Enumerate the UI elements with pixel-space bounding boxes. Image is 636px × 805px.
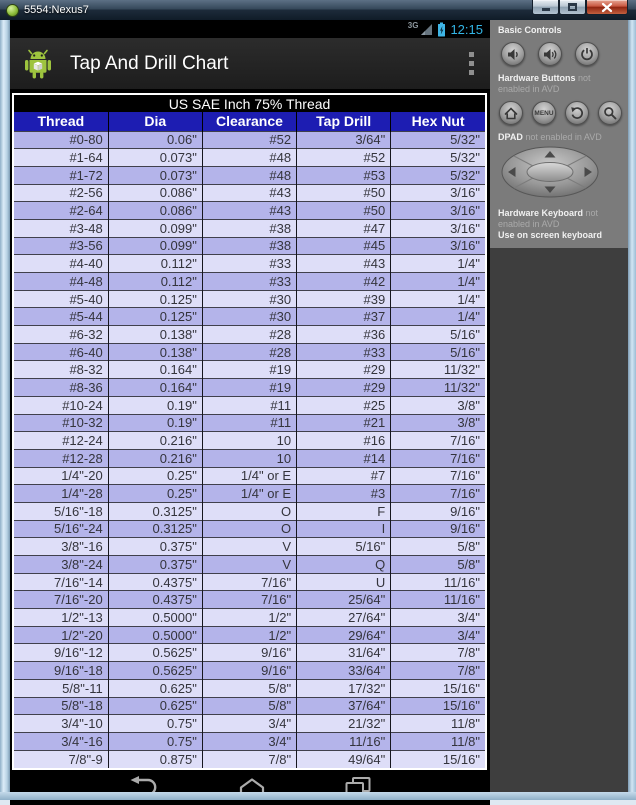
table-cell: #11 [202, 396, 296, 414]
table-cell: 0.875" [108, 750, 202, 768]
table-cell: #6-40 [14, 343, 108, 361]
hw-back-button[interactable] [565, 101, 589, 125]
table-cell: 17/32" [297, 679, 391, 697]
table-cell: 5/8"-11 [14, 679, 108, 697]
table-cell: 3/4" [202, 732, 296, 750]
table-cell: 9/16" [391, 520, 485, 538]
table-cell: #2-64 [14, 202, 108, 220]
table-row [14, 379, 485, 397]
table-cell: #21 [297, 414, 391, 432]
table-cell: 5/16"-18 [14, 502, 108, 520]
table-cell: V [202, 538, 296, 556]
column-header-dia: Dia [108, 112, 202, 131]
table-cell: #5-44 [14, 308, 108, 326]
table-cell: 0.086" [108, 184, 202, 202]
table-cell: 0.4375" [108, 573, 202, 591]
table-cell: #7 [297, 467, 391, 485]
table-cell: 0.4375" [108, 591, 202, 609]
table-cell: 7/16" [202, 591, 296, 609]
table-row [14, 679, 485, 697]
table-cell: 1/4" or E [202, 467, 296, 485]
table-cell: #14 [297, 449, 391, 467]
power-icon [580, 47, 594, 61]
table-cell: 11/8" [391, 715, 485, 733]
table-cell: F [297, 502, 391, 520]
table-cell: 7/16" [391, 485, 485, 503]
emulator-control-panel [490, 20, 628, 792]
overflow-dot [469, 52, 474, 57]
table-cell: 3/4" [391, 626, 485, 644]
table-cell: 9/16"-12 [14, 644, 108, 662]
table-row [14, 343, 485, 361]
table-row [14, 538, 485, 556]
table-cell: 5/32" [391, 131, 485, 149]
table-cell: #5-40 [14, 290, 108, 308]
table-cell: 0.112" [108, 255, 202, 273]
table-cell: 10 [202, 432, 296, 450]
table-row [14, 308, 485, 326]
table-cell: 3/16" [391, 202, 485, 220]
control-panel-top [490, 20, 628, 248]
table-cell: #36 [297, 326, 391, 344]
table-scroll-area[interactable] [10, 90, 490, 770]
table-cell: 0.3125" [108, 502, 202, 520]
close-button[interactable] [586, 0, 628, 15]
table-cell: 0.125" [108, 308, 202, 326]
table-row [14, 556, 485, 574]
control-panel-empty-area [490, 248, 628, 792]
volume-down-button[interactable] [501, 42, 525, 66]
hardware-keyboard-label: Hardware Keyboard not enabled in AVD [498, 208, 599, 229]
table-cell: 0.099" [108, 219, 202, 237]
minimize-button[interactable] [532, 0, 559, 15]
table-row [14, 432, 485, 450]
table-cell: #42 [297, 273, 391, 291]
table-cell: 5/16"-24 [14, 520, 108, 538]
table-row [14, 449, 485, 467]
table-cell: 3/8"-24 [14, 556, 108, 574]
table-cell: 11/8" [391, 732, 485, 750]
table-cell: 1/4" [391, 255, 485, 273]
table-cell: #0-80 [14, 131, 108, 149]
maximize-button[interactable] [559, 0, 586, 15]
table-cell: #48 [202, 166, 296, 184]
table-cell: 7/16" [391, 432, 485, 450]
table-cell: 3/4"-10 [14, 715, 108, 733]
table-cell: #43 [202, 184, 296, 202]
table-cell: #1-72 [14, 166, 108, 184]
table-cell: 49/64" [297, 750, 391, 768]
table-cell: 0.75" [108, 732, 202, 750]
table-row [14, 626, 485, 644]
minimize-icon [542, 8, 550, 11]
table-cell: 11/16" [391, 573, 485, 591]
table-cell: 0.138" [108, 343, 202, 361]
table-cell: 1/4"-20 [14, 467, 108, 485]
table-cell: #19 [202, 379, 296, 397]
table-row [14, 237, 485, 255]
table-row [14, 361, 485, 379]
table-cell: 0.625" [108, 679, 202, 697]
table-cell: #16 [297, 432, 391, 450]
network-type-label: 3G [407, 21, 419, 30]
table-cell: 5/8"-18 [14, 697, 108, 715]
table-row [14, 573, 485, 591]
table-cell: 0.3125" [108, 520, 202, 538]
table-cell: #3-48 [14, 219, 108, 237]
table-row [14, 662, 485, 680]
table-cell: 15/16" [391, 750, 485, 768]
table-row [14, 255, 485, 273]
table-row [14, 290, 485, 308]
table-row [14, 697, 485, 715]
table-row [14, 184, 485, 202]
table-cell: 0.086" [108, 202, 202, 220]
hw-menu-button[interactable] [532, 101, 556, 125]
dpad-label: DPAD not enabled in AVD [498, 132, 602, 142]
action-bar [10, 38, 490, 90]
table-cell: 5/8" [202, 697, 296, 715]
table-cell: 37/64" [297, 697, 391, 715]
table-cell: 1/2" [202, 626, 296, 644]
clock: 12:15 [450, 21, 483, 37]
volume-down-icon [506, 48, 520, 61]
table-cell: 5/8" [202, 679, 296, 697]
emulator-window-icon [6, 4, 19, 17]
table-cell: 7/8" [391, 662, 485, 680]
table-cell: 0.19" [108, 396, 202, 414]
table-cell: 0.5000" [108, 609, 202, 627]
table-cell: #19 [202, 361, 296, 379]
table-cell: 3/16" [391, 219, 485, 237]
table-cell: 0.164" [108, 361, 202, 379]
table-cell: 7/16" [391, 467, 485, 485]
window-left-border [0, 20, 10, 792]
table-cell: 7/8" [202, 750, 296, 768]
table-row [14, 202, 485, 220]
table-cell: 0.164" [108, 379, 202, 397]
window-right-border [628, 20, 636, 792]
table-cell: 0.216" [108, 449, 202, 467]
table-cell: 1/4" or E [202, 485, 296, 503]
table-cell: U [297, 573, 391, 591]
table-cell: 0.073" [108, 166, 202, 184]
table-cell: 5/32" [391, 149, 485, 167]
table-cell: 0.073" [108, 149, 202, 167]
table-cell: #29 [297, 361, 391, 379]
table-row [14, 273, 485, 291]
table-row [14, 715, 485, 733]
basic-controls-label: Basic Controls [498, 25, 562, 35]
hw-search-button[interactable] [598, 101, 622, 125]
table-cell: #39 [297, 290, 391, 308]
hw-home-icon [504, 107, 518, 120]
table-cell: 0.25" [108, 467, 202, 485]
table-cell: 0.125" [108, 290, 202, 308]
table-cell: 3/8"-16 [14, 538, 108, 556]
table-cell: 0.375" [108, 538, 202, 556]
table-cell: 1/4" [391, 308, 485, 326]
table-cell: 0.25" [108, 485, 202, 503]
table-cell: #38 [202, 237, 296, 255]
table-cell: 29/64" [297, 626, 391, 644]
table-cell: 0.19" [108, 414, 202, 432]
table-row [14, 166, 485, 184]
table-cell: #12-24 [14, 432, 108, 450]
table-cell: 7/16" [202, 573, 296, 591]
table-cell: 5/8" [391, 538, 485, 556]
table-cell: O [202, 502, 296, 520]
hw-back-icon [570, 106, 584, 120]
app-title: Tap And Drill Chart [70, 52, 229, 74]
close-icon [602, 3, 612, 12]
column-header-thread: Thread [14, 112, 108, 131]
table-cell: #2-56 [14, 184, 108, 202]
table-cell: 7/16"-14 [14, 573, 108, 591]
table-cell: 11/32" [391, 361, 485, 379]
table-row [14, 485, 485, 503]
table-cell: 5/8" [391, 556, 485, 574]
table-cell: 21/32" [297, 715, 391, 733]
table-cell: 3/16" [391, 237, 485, 255]
table-cell: 3/4" [202, 715, 296, 733]
overflow-dot [469, 61, 474, 66]
window-titlebar[interactable] [0, 0, 636, 20]
table-cell: #33 [297, 343, 391, 361]
window-title: 5554:Nexus7 [24, 4, 89, 16]
table-cell: #29 [297, 379, 391, 397]
table-cell: #6-32 [14, 326, 108, 344]
table-cell: 0.06" [108, 131, 202, 149]
table-cell: #10-24 [14, 396, 108, 414]
table-cell: #10-32 [14, 414, 108, 432]
table-row [14, 414, 485, 432]
table-cell: #3-56 [14, 237, 108, 255]
table-cell: #33 [202, 255, 296, 273]
table-row [14, 396, 485, 414]
table-cell: #3 [297, 485, 391, 503]
table-cell: #28 [202, 326, 296, 344]
power-button[interactable] [575, 42, 599, 66]
table-row [14, 467, 485, 485]
table-cell: 9/16" [391, 502, 485, 520]
table-cell: 11/16" [391, 591, 485, 609]
table-cell: #43 [297, 255, 391, 273]
table-cell: #50 [297, 184, 391, 202]
table-cell: O [202, 520, 296, 538]
table-cell: #4-40 [14, 255, 108, 273]
column-header-hex-nut: Hex Nut [391, 112, 485, 131]
table-cell: 1/4"-28 [14, 485, 108, 503]
table-cell: 9/16" [202, 662, 296, 680]
table-cell: #30 [202, 308, 296, 326]
table-cell: 33/64" [297, 662, 391, 680]
table-cell: #38 [202, 219, 296, 237]
keyboard-hint-label: Use on screen keyboard [498, 230, 603, 240]
table-cell: 0.216" [108, 432, 202, 450]
table-cell: 1/4" [391, 273, 485, 291]
overflow-dot [469, 70, 474, 75]
table-cell: #50 [297, 202, 391, 220]
overflow-menu-button[interactable] [463, 44, 480, 83]
table-cell: 7/16" [391, 449, 485, 467]
table-cell: 5/16" [391, 326, 485, 344]
table-cell: I [297, 520, 391, 538]
volume-up-button[interactable] [538, 42, 562, 66]
app-icon [20, 46, 56, 82]
table-cell: 0.5625" [108, 662, 202, 680]
table-row [14, 732, 485, 750]
table-row [14, 219, 485, 237]
table-cell: 3/4" [391, 609, 485, 627]
column-header-clearance: Clearance [202, 112, 296, 131]
dpad-control[interactable] [500, 146, 624, 203]
window-bottom-border [0, 792, 636, 800]
table-row [14, 149, 485, 167]
dpad-icon [500, 146, 600, 198]
table-cell: 1/2"-20 [14, 626, 108, 644]
table-cell: 9/16"-18 [14, 662, 108, 680]
table-cell: #52 [202, 131, 296, 149]
drill-chart-table [12, 93, 487, 770]
table-cell: 25/64" [297, 591, 391, 609]
table-cell: 5/32" [391, 166, 485, 184]
table-cell: #43 [202, 202, 296, 220]
table-cell: 7/16"-20 [14, 591, 108, 609]
table-cell: #53 [297, 166, 391, 184]
table-cell: 1/4" [391, 290, 485, 308]
table-cell: 7/8"-9 [14, 750, 108, 768]
table-cell: 3/4"-16 [14, 732, 108, 750]
table-cell: #48 [202, 149, 296, 167]
table-cell: V [202, 556, 296, 574]
table-cell: 0.375" [108, 556, 202, 574]
column-header-tap-drill: Tap Drill [297, 112, 391, 131]
table-cell: #8-32 [14, 361, 108, 379]
table-cell: 15/16" [391, 679, 485, 697]
table-cell: 7/8" [391, 644, 485, 662]
table-cell: #47 [297, 219, 391, 237]
table-row [14, 502, 485, 520]
table-cell: 3/8" [391, 396, 485, 414]
table-row [14, 750, 485, 768]
table-cell: 0.138" [108, 326, 202, 344]
table-cell: 27/64" [297, 609, 391, 627]
table-cell: 10 [202, 449, 296, 467]
battery-charging-icon [437, 22, 446, 37]
drill-table-body [14, 131, 485, 768]
hardware-buttons-label: Hardware Buttons not enabled in AVD [498, 73, 591, 94]
table-row [14, 131, 485, 149]
table-cell: 0.625" [108, 697, 202, 715]
signal-strength-icon [420, 23, 433, 36]
caption-buttons [532, 0, 628, 15]
table-row [14, 326, 485, 344]
table-cell: #45 [297, 237, 391, 255]
table-cell: 3/64" [297, 131, 391, 149]
table-cell: 1/2"-13 [14, 609, 108, 627]
table-cell: #33 [202, 273, 296, 291]
table-cell: #4-48 [14, 273, 108, 291]
table-row [14, 644, 485, 662]
hw-search-icon [603, 106, 617, 120]
table-cell: 0.75" [108, 715, 202, 733]
table-cell: #12-28 [14, 449, 108, 467]
table-cell: 5/16" [391, 343, 485, 361]
table-cell: 0.5625" [108, 644, 202, 662]
table-cell: Q [297, 556, 391, 574]
table-cell: 0.099" [108, 237, 202, 255]
table-cell: #52 [297, 149, 391, 167]
volume-up-icon [543, 48, 558, 61]
table-cell: 31/64" [297, 644, 391, 662]
table-title: US SAE Inch 75% Thread [14, 95, 485, 112]
table-cell: #28 [202, 343, 296, 361]
table-cell: 3/8" [391, 414, 485, 432]
table-cell: #25 [297, 396, 391, 414]
table-row [14, 609, 485, 627]
table-cell: 0.112" [108, 273, 202, 291]
table-cell: 5/16" [297, 538, 391, 556]
table-cell: #1-64 [14, 149, 108, 167]
status-bar [10, 20, 490, 38]
menu-button-label: MENU [534, 109, 554, 117]
android-screen [10, 20, 490, 792]
maximize-icon [568, 3, 577, 11]
table-row [14, 520, 485, 538]
table-cell: #30 [202, 290, 296, 308]
table-cell: 15/16" [391, 697, 485, 715]
table-cell: #37 [297, 308, 391, 326]
table-cell: 0.5000" [108, 626, 202, 644]
table-cell: 11/32" [391, 379, 485, 397]
table-row [14, 591, 485, 609]
table-cell: #8-36 [14, 379, 108, 397]
table-cell: 1/2" [202, 609, 296, 627]
table-cell: 9/16" [202, 644, 296, 662]
hw-home-button[interactable] [499, 101, 523, 125]
table-header-row [14, 112, 485, 131]
table-cell: 11/16" [297, 732, 391, 750]
table-cell: 3/16" [391, 184, 485, 202]
table-cell: #11 [202, 414, 296, 432]
